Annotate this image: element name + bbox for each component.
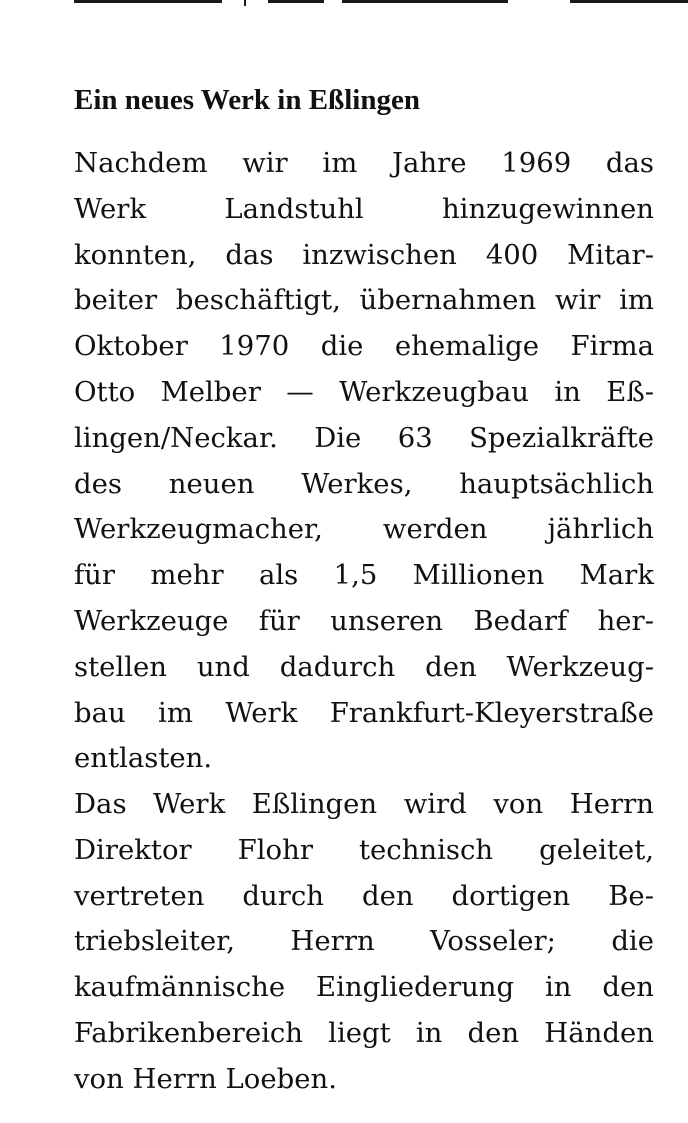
- text-line: vertreten durch den dortigen Be-: [74, 879, 654, 912]
- text-line: des neuen Werkes, hauptsächlich: [74, 467, 654, 500]
- top-rule-segment: [342, 0, 508, 3]
- paragraph-1: [74, 141, 654, 782]
- top-rule-segment: [268, 0, 324, 3]
- text-line: von Herrn Loeben.: [74, 1062, 337, 1095]
- text-line: bau im Werk Frankfurt-Kleyerstraße: [74, 696, 654, 729]
- text-line: beiter beschäftigt, übernahmen wir im: [74, 284, 654, 317]
- top-rule-segment: [570, 0, 688, 3]
- text-line: Oktober 1970 die ehemalige Firma: [74, 330, 654, 363]
- text-line: Otto Melber — Werkzeugbau in Eß-: [74, 375, 654, 408]
- text-line: lingen/Neckar. Die 63 Spezialkräfte: [74, 421, 654, 454]
- text-line: Werk Landstuhl hinzugewinnen: [74, 192, 654, 225]
- text-line: triebsleiter, Herrn Vosseler; die: [74, 925, 654, 958]
- paragraph-2: [74, 782, 654, 1103]
- text-line: Nachdem wir im Jahre 1969 das: [74, 147, 654, 179]
- top-rule-tick: [244, 0, 246, 6]
- top-rule-segment: [74, 0, 222, 3]
- text-line: Werkzeugmacher, werden jährlich: [74, 513, 654, 546]
- text-line: Fabrikenbereich liegt in den Händen: [74, 1016, 654, 1049]
- text-line: Das Werk Eßlingen wird von Herrn: [74, 788, 654, 820]
- text-line: stellen und dadurch den Werkzeug-: [74, 650, 654, 683]
- text-line: für mehr als 1,5 Millionen Mark: [74, 559, 654, 592]
- text-line: konnten, das inzwischen 400 Mitar-: [74, 238, 654, 271]
- text-line: kaufmännische Eingliederung in den: [74, 971, 654, 1004]
- text-line: entlasten.: [74, 742, 213, 775]
- article-heading: Ein neues Werk in Eßlingen: [74, 84, 420, 116]
- text-line: Direktor Flohr technisch geleitet,: [74, 833, 654, 866]
- text-line: Werkzeuge für unseren Bedarf her-: [74, 604, 654, 637]
